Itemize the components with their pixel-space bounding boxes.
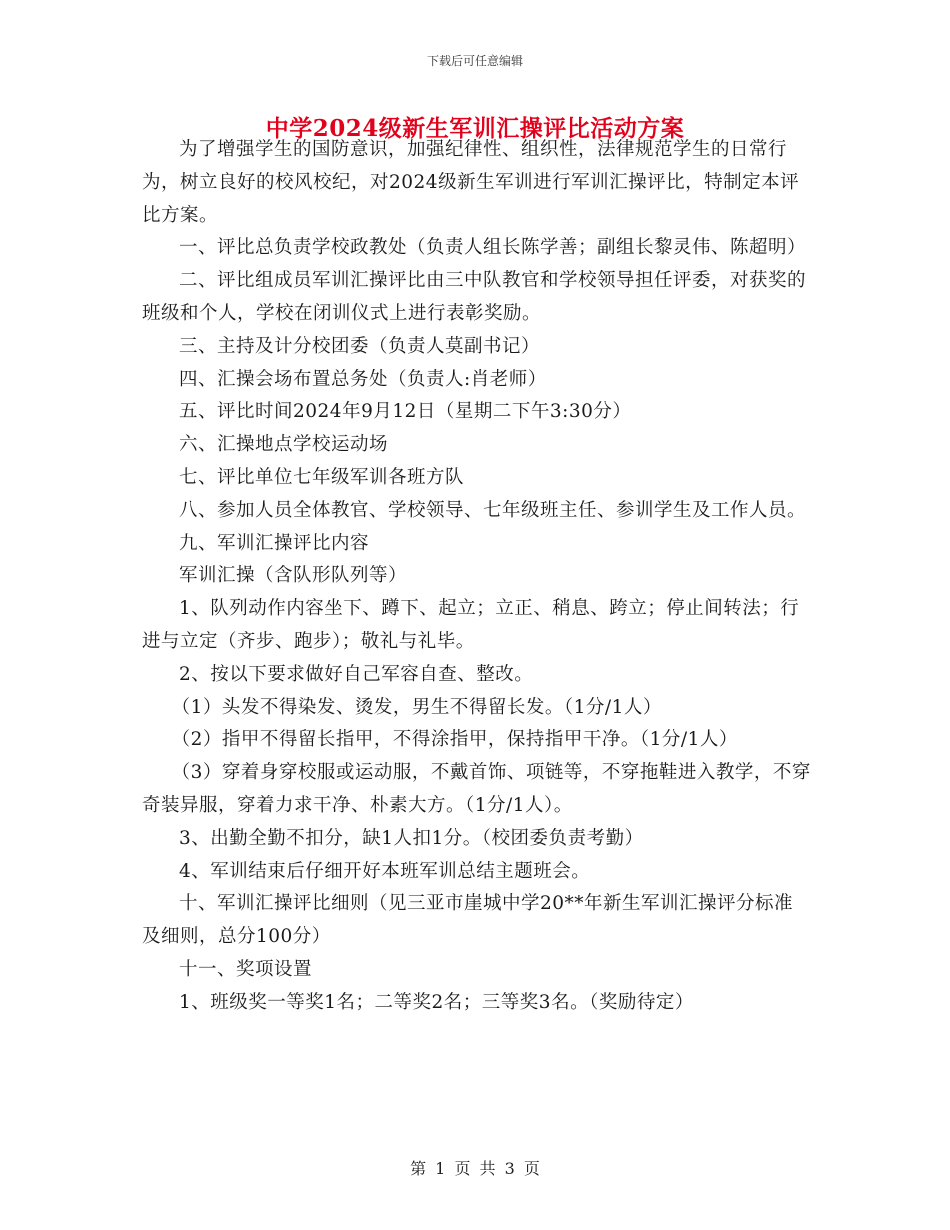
paragraph-award-1: 1、班级奖一等奖1名；二等奖2名；三等奖3名。（奖励待定） [179, 991, 694, 1013]
paragraph-item-1: 1、队列动作内容坐下、蹲下、起立；立正、稍息、跨立；停止间转法；行进与立定（齐步、跑步）；敬礼与礼毕。 [142, 598, 800, 652]
paragraph-section-10: 十、军训汇操评比细则（见三亚市崖城中学20**年新生军训汇操评分标准及细则，总分100分） [142, 893, 794, 948]
page-footer: 第 1 页 共 3 页 [410, 1159, 540, 1178]
paragraph-section-2: 二、评比组成员军训汇操评比由三中队教官和学校领导担任评委，对获奖的班级和个人，学校在闭训仪式上进行表彰奖励。 [142, 270, 807, 324]
paragraph-subitem-1: （1）头发不得染发、烫发，男生不得留长发。（1分/1人） [171, 696, 662, 718]
document-title: 中学2024级新生军训汇操评比活动方案 [265, 115, 685, 142]
paragraph-intro: 为了增强学生的国防意识，加强纪律性、组织性，法律规范学生的日常行为，树立良好的校风校纪，对2024级新生军训进行军训汇操评比，特制定本评比方案。 [142, 139, 800, 226]
paragraph-section-11: 十一、奖项设置 [179, 958, 313, 980]
paragraph-section-3: 三、主持及计分校团委（负责人莫副书记） [179, 335, 541, 357]
paragraph-section-6: 六、汇操地点学校运动场 [179, 434, 389, 456]
paragraph-section-1: 一、评比总负责学校政教处（负责人组长陈学善；副组长黎灵伟、陈超明） [179, 237, 807, 259]
document-body [142, 134, 812, 1020]
paragraph-section-7: 七、评比单位七年级军训各班方队 [179, 466, 465, 488]
header-note: 下载后可任意编辑 [426, 54, 523, 68]
paragraph-drill-heading: 军训汇操（含队形队列等） [179, 565, 408, 587]
paragraph-section-9: 九、军训汇操评比内容 [179, 532, 370, 554]
paragraph-section-4: 四、汇操会场布置总务处（负责人:肖老师） [179, 368, 547, 390]
paragraph-section-8: 八、参加人员全体教官、学校领导、七年级班主任、参训学生及工作人员。 [179, 499, 807, 521]
paragraph-item-3: 3、出勤全勤不扣分，缺1人扣1分。（校团委负责考勤） [179, 827, 644, 849]
paragraph-subitem-2: （2）指甲不得留长指甲，不得涂指甲，保持指甲干净。（1分/1人） [171, 729, 738, 751]
paragraph-item-2: 2、按以下要求做好自己军容自查、整改。 [179, 663, 534, 685]
paragraph-subitem-3: （3）穿着身穿校服或运动服，不戴首饰、项链等，不穿拖鞋进入教学，不穿奇装异服，穿着力求干净、朴素大方。（1分/1人）。 [142, 762, 811, 816]
paragraph-section-5: 五、评比时间2024年9月12日（星期二下午3:30分） [179, 401, 632, 423]
paragraph-item-4: 4、军训结束后仔细开好本班军训总结主题班会。 [179, 860, 591, 882]
